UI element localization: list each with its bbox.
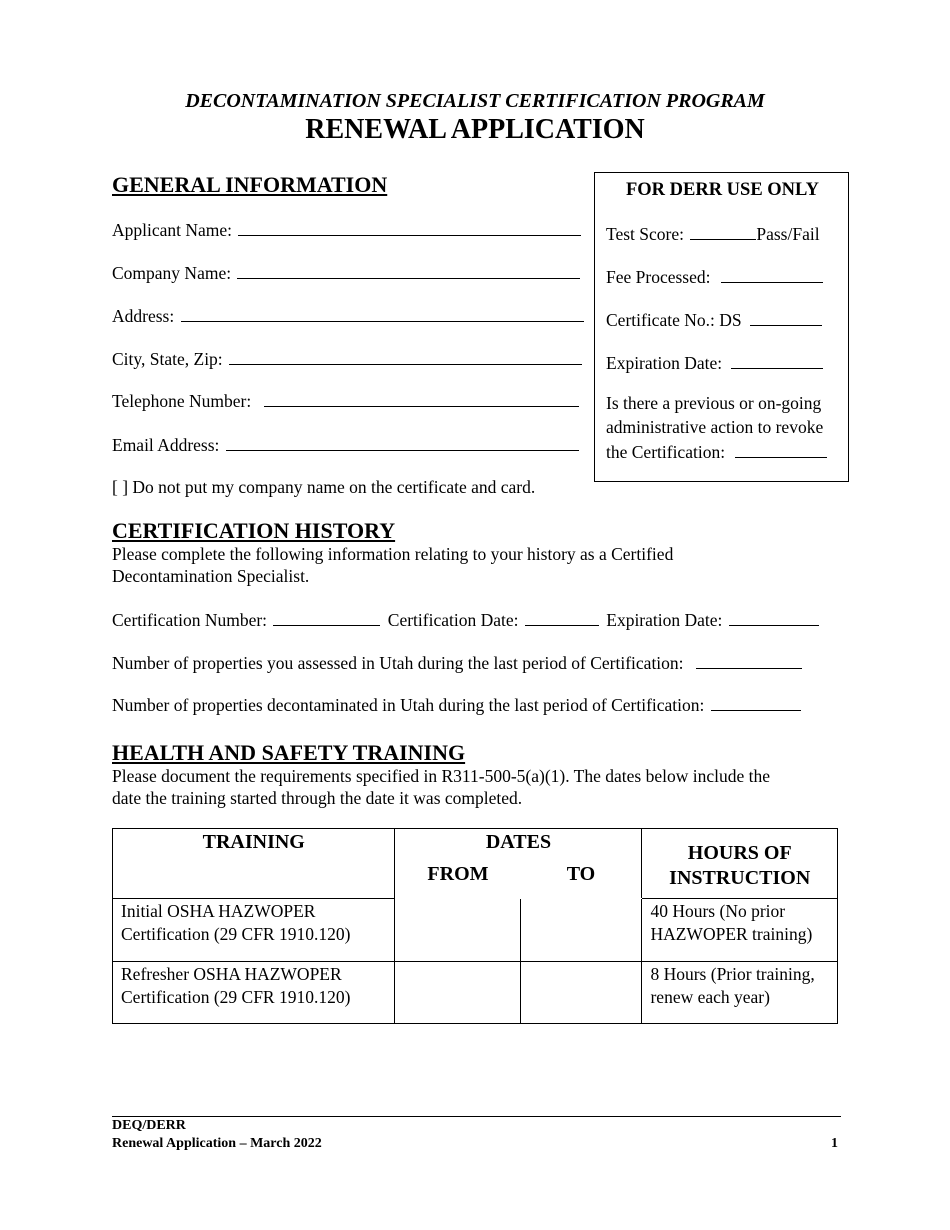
footer-dept: DEQ/DERR xyxy=(112,1118,186,1133)
cert-number-label: Certification Number: xyxy=(112,610,268,630)
hours-line-1: 40 Hours (No prior xyxy=(650,901,786,921)
training-table-header xyxy=(113,829,838,899)
pass-fail-label: Pass/Fail xyxy=(756,224,820,244)
training-name xyxy=(113,899,394,946)
training-header-label: TRAINING xyxy=(202,831,305,853)
test-score-label: Test Score: xyxy=(606,224,684,244)
telephone-field[interactable] xyxy=(264,390,579,407)
properties-assessed-field[interactable] xyxy=(696,652,802,669)
properties-decontaminated-row xyxy=(112,694,801,716)
hours-cell xyxy=(642,899,838,962)
company-name-field[interactable] xyxy=(237,262,580,279)
fee-processed-label: Fee Processed: xyxy=(606,267,711,287)
derr-use-only-box xyxy=(594,172,849,482)
hours-header-line-1: HOURS OF xyxy=(687,842,792,864)
hours-header-line-2: INSTRUCTION xyxy=(669,867,811,889)
certificate-no-label: Certificate No.: DS xyxy=(606,310,742,330)
address-label: Address: xyxy=(112,306,175,326)
properties-decontaminated-label: Number of properties decontaminated in Utah during the last period of Certification: xyxy=(112,695,705,715)
fee-processed-row xyxy=(606,266,823,288)
hours-cell xyxy=(642,962,838,1024)
certificate-no-field[interactable] xyxy=(750,309,822,326)
address-field[interactable] xyxy=(181,305,584,322)
hours-line-1: 8 Hours (Prior training, xyxy=(650,964,815,984)
hours-line-2: HAZWOPER training) xyxy=(650,924,813,944)
derr-box-title: FOR DERR USE ONLY xyxy=(625,180,820,200)
history-intro-line-2: Decontamination Specialist. xyxy=(112,566,310,586)
admin-action-row xyxy=(606,441,827,463)
derr-expiration-field[interactable] xyxy=(731,352,823,369)
training-table xyxy=(112,828,838,1024)
hours-text xyxy=(642,962,837,1009)
fee-processed-field[interactable] xyxy=(721,266,823,283)
training-name-line-1: Initial OSHA HAZWOPER xyxy=(121,901,316,921)
from-date-cell[interactable] xyxy=(395,962,521,1024)
training-name-line-2: Certification (29 CFR 1910.120) xyxy=(121,924,351,944)
email-row xyxy=(112,434,579,456)
health-safety-training-heading: HEALTH AND SAFETY TRAINING xyxy=(112,740,466,765)
table-row xyxy=(113,962,838,1024)
cert-date-label: Certification Date: xyxy=(387,610,519,630)
footer-doc-title: Renewal Application – March 2022 xyxy=(112,1136,322,1151)
certificate-no-row xyxy=(606,309,822,331)
training-intro-line-1: Please document the requirements specified in R311-500-5(a)(1). The dates below include the xyxy=(112,766,770,786)
table-row xyxy=(113,899,838,962)
derr-expiration-label: Expiration Date: xyxy=(606,353,723,373)
hours-column-header xyxy=(642,829,838,899)
training-name-line-1: Refresher OSHA HAZWOPER xyxy=(121,964,342,984)
training-cell xyxy=(113,899,395,962)
applicant-name-row xyxy=(112,219,581,241)
history-expiration-label: Expiration Date: xyxy=(606,610,723,630)
applicant-name-label: Applicant Name: xyxy=(112,220,233,240)
to-date-cell[interactable] xyxy=(520,962,642,1024)
page-title: RENEWAL APPLICATION xyxy=(305,114,645,145)
training-column-header xyxy=(113,829,395,899)
history-intro-line-1: Please complete the following information relating to your history as a Certified xyxy=(112,544,674,564)
training-cell xyxy=(113,962,395,1024)
footer-divider xyxy=(112,1116,841,1117)
properties-decontaminated-field[interactable] xyxy=(711,694,801,711)
company-name-opt-out-checkbox[interactable]: [ ] Do not put my company name on the certificate and card. xyxy=(112,477,536,497)
address-row xyxy=(112,305,584,327)
applicant-name-field[interactable] xyxy=(238,219,581,236)
city-state-zip-field[interactable] xyxy=(229,348,582,365)
properties-assessed-label: Number of properties you assessed in Utah during the last period of Certification: xyxy=(112,653,684,673)
cert-number-field[interactable] xyxy=(273,609,380,626)
admin-action-line-1: Is there a previous or on-going xyxy=(606,393,822,413)
from-date-cell[interactable] xyxy=(395,899,521,962)
certification-dates-row xyxy=(112,609,819,631)
training-name xyxy=(113,962,394,1009)
test-score-row xyxy=(606,223,820,245)
training-intro-line-2: date the training started through the date it was completed. xyxy=(112,788,523,808)
company-name-label: Company Name: xyxy=(112,263,232,283)
telephone-row xyxy=(112,390,579,412)
email-label: Email Address: xyxy=(112,435,220,455)
to-header-label: TO xyxy=(566,863,596,885)
dates-column-header xyxy=(395,829,642,899)
cert-date-field[interactable] xyxy=(525,609,599,626)
history-intro xyxy=(112,543,673,587)
properties-assessed-row xyxy=(112,652,802,674)
program-title: DECONTAMINATION SPECIALIST CERTIFICATION PROGRAM xyxy=(185,90,765,112)
email-field[interactable] xyxy=(226,434,579,451)
test-score-field[interactable] xyxy=(690,223,756,240)
from-header-label: FROM xyxy=(427,863,489,885)
general-information-heading: GENERAL INFORMATION xyxy=(112,172,388,197)
company-name-row xyxy=(112,262,580,284)
training-intro xyxy=(112,765,770,809)
dates-subheaders xyxy=(395,863,641,886)
city-state-zip-row xyxy=(112,348,582,370)
page-number: 1 xyxy=(831,1136,838,1151)
training-name-line-2: Certification (29 CFR 1910.120) xyxy=(121,987,351,1007)
admin-action-label: the Certification: xyxy=(606,442,726,462)
derr-expiration-row xyxy=(606,352,823,374)
to-date-cell[interactable] xyxy=(520,899,642,962)
admin-action-line-2: administrative action to revoke xyxy=(606,417,824,437)
city-state-zip-label: City, State, Zip: xyxy=(112,349,223,369)
admin-action-field[interactable] xyxy=(735,441,827,458)
dates-header-label: DATES xyxy=(485,831,552,853)
history-expiration-field[interactable] xyxy=(729,609,819,626)
hours-line-2: renew each year) xyxy=(650,987,770,1007)
certification-history-heading: CERTIFICATION HISTORY xyxy=(112,518,396,543)
hours-text xyxy=(642,899,837,946)
telephone-label: Telephone Number: xyxy=(112,391,252,411)
